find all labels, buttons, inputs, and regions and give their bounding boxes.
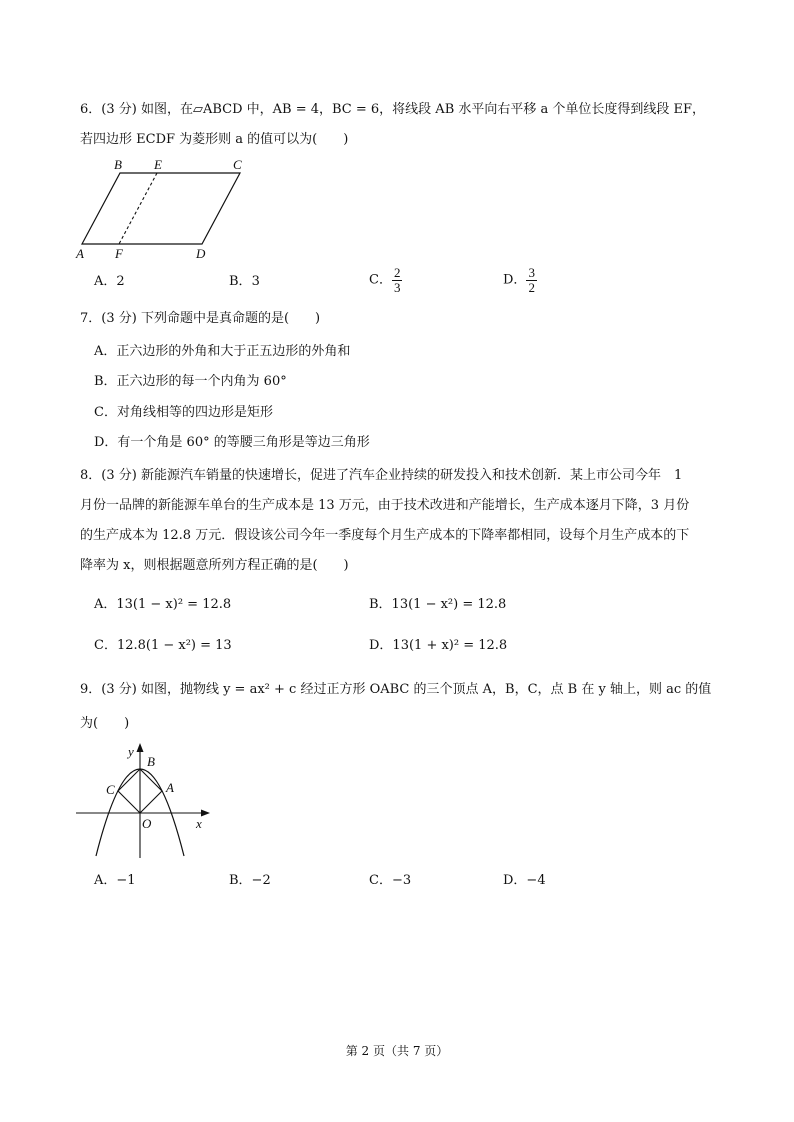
q9-option-d[interactable]: D．−4 bbox=[503, 873, 546, 888]
q6-option-d-fraction bbox=[526, 266, 537, 295]
x-axis-arrow bbox=[201, 810, 210, 817]
q7-option-d[interactable]: D．有一个角是 60° 的等腰三角形是等边三角形 bbox=[94, 435, 370, 450]
q6-option-c-label: C． bbox=[369, 272, 392, 288]
label-b: B bbox=[114, 157, 122, 172]
q7-option-c[interactable]: C．对角线相等的四边形是矩形 bbox=[94, 405, 273, 420]
label-c: C bbox=[233, 157, 242, 172]
label-y: y bbox=[128, 744, 134, 759]
label-b: B bbox=[147, 754, 155, 769]
label-c: C bbox=[106, 782, 115, 797]
q7-option-b[interactable]: B．正六边形的每一个内角为 60° bbox=[94, 374, 287, 389]
label-a: A bbox=[166, 780, 174, 795]
q8-option-b[interactable]: B．13(1 − x²) = 12.8 bbox=[369, 597, 507, 612]
q6-option-b-label: B． bbox=[229, 274, 252, 289]
q6-option-b[interactable] bbox=[229, 273, 260, 291]
segment-ef bbox=[119, 173, 157, 244]
q6-option-c-denominator: 3 bbox=[393, 280, 401, 295]
q6-stem-line1: 6．(3 分) 如图，在▱ABCD 中，AB = 4，BC = 6，将线段 AB 水平向右平移 a 个单位长度得到线段 EF， bbox=[80, 102, 706, 117]
q6-option-b-value: 3 bbox=[251, 274, 260, 289]
q8-stem-line1: 8．(3 分) 新能源汽车销量的快速增长，促进了汽车企业持续的研发投入和技术创新．某上市公司今年 1 bbox=[80, 468, 683, 483]
q6-option-d-label: D． bbox=[503, 272, 527, 288]
q9-option-c[interactable]: C．−3 bbox=[369, 873, 412, 888]
y-axis-arrow bbox=[137, 743, 144, 752]
q9-stem-line1: 9．(3 分) 如图，抛物线 y = ax² + c 经过正方形 OABC 的三个顶点 A，B，C，点 B 在 y 轴上，则 ac 的值 bbox=[80, 682, 712, 697]
q6-option-a-value: 2 bbox=[116, 274, 125, 289]
label-e: E bbox=[154, 157, 162, 172]
label-d: D bbox=[196, 246, 206, 261]
q8-option-a[interactable]: A．13(1 − x)² = 12.8 bbox=[94, 597, 232, 612]
q8-stem-line4: 降率为 x，则根据题意所列方程正确的是( ) bbox=[80, 558, 349, 573]
parallelogram-abcd bbox=[82, 173, 240, 244]
q6-option-a[interactable] bbox=[94, 273, 125, 291]
q6-option-c-numerator: 2 bbox=[393, 265, 401, 280]
q6-parallelogram-figure bbox=[70, 155, 260, 265]
q8-stem-line2: 月份一品牌的新能源车单台的生产成本是 13 万元，由于技术改进和产能增长，生产成本逐月下降，3 月份 bbox=[80, 498, 690, 513]
q6-option-d-numerator: 3 bbox=[528, 265, 535, 280]
q6-option-a-label: A． bbox=[94, 274, 117, 289]
q6-stem-line2: 若四边形 ECDF 为菱形则 a 的值可以为( ) bbox=[80, 132, 349, 147]
q7-option-a[interactable]: A．正六边形的外角和大于正五边形的外角和 bbox=[94, 344, 351, 359]
q6-option-c[interactable] bbox=[369, 266, 402, 295]
q9-stem-line2: 为( ) bbox=[80, 716, 130, 731]
q6-option-d-denominator: 2 bbox=[528, 280, 535, 295]
q9-option-a[interactable]: A．−1 bbox=[94, 873, 136, 888]
q8-option-d[interactable]: D．13(1 + x)² = 12.8 bbox=[369, 638, 508, 653]
q9-option-b[interactable]: B．−2 bbox=[229, 873, 271, 888]
label-a: A bbox=[76, 246, 84, 261]
q8-stem-line3: 的生产成本为 12.8 万元．假设该公司今年一季度每个月生产成本的下降率都相同，设每个月生产成本的下 bbox=[80, 528, 690, 543]
q6-option-d[interactable] bbox=[503, 266, 537, 295]
q9-parabola-figure bbox=[70, 740, 220, 860]
page-footer: 第 2 页（共 7 页） bbox=[345, 1044, 449, 1058]
q6-option-c-fraction bbox=[392, 266, 403, 295]
q7-stem: 7．(3 分) 下列命题中是真命题的是( ) bbox=[80, 311, 321, 326]
q8-option-c[interactable]: C．12.8(1 − x²) = 13 bbox=[94, 638, 232, 653]
label-o: O bbox=[142, 816, 152, 831]
label-f: F bbox=[115, 246, 123, 261]
label-x: x bbox=[196, 816, 202, 831]
